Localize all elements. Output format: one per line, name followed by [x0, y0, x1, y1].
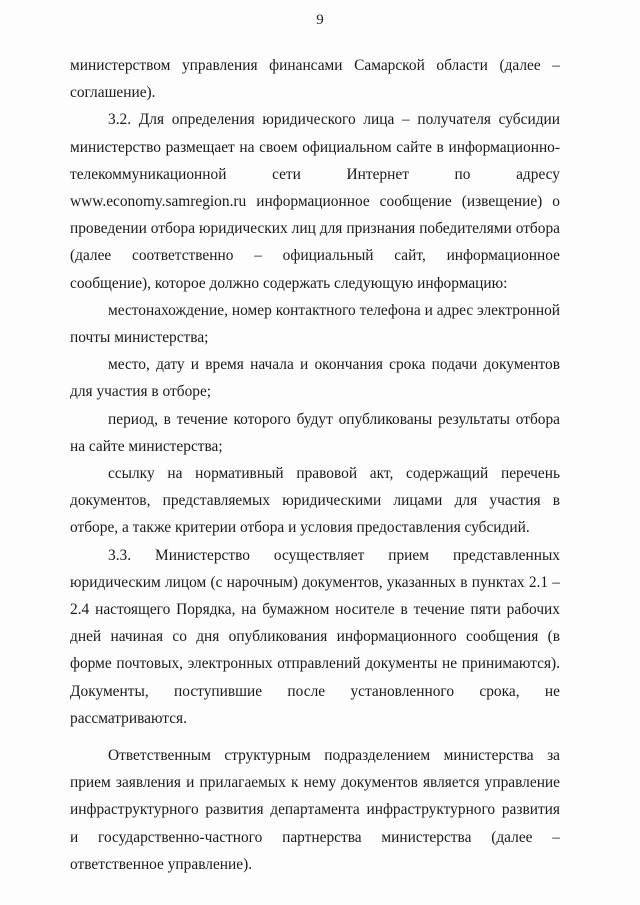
paragraph-3-3: 3.3. Министерство осуществляет прием представленных юридическим лицом (с нарочным) документов, указанных в пунктах 2.1 – 2.4 настоящего Порядка, на бумажном носителе в течение пяти рабочих дней начиная со дня опубликования информационного сообщения (в форме почтовых, электронных отправлений документы не принимаются). Документы, поступившие после установленного срока, не рассматриваются.	[70, 546, 560, 727]
page-number: 9	[316, 12, 324, 28]
list-item-results-period: период, в течение которого будут опубликованы результаты отбора на сайте министерства;	[70, 410, 560, 455]
paragraph-agreement-continuation: министерством управления финансами Самарской области (далее – соглашение).	[70, 57, 560, 102]
list-item-location: местонахождение, номер контактного телефона и адрес электронной почты министерства;	[70, 301, 560, 347]
list-item-legal-act: ссылку на нормативный правовой акт, содержащий перечень документов, представляемых юридическими лицами для участия в отборе, а также критерии отбора и условия предоставления субсидий.	[70, 465, 560, 537]
paragraph-3-2: 3.2. Для определения юридического лица – получателя субсидии министерство размещает на своем официальном сайте в информационно-телекоммуникационной сети Интернет по адресу www.economy.samregion.ru информационное сообщение (извещение) о проведении отбора юридических лиц для признания победителями отбора (далее соответственно – официальный сайт, информационное сообщение), которое должно содержать следующую информацию:	[70, 111, 560, 292]
document-body	[70, 52, 560, 878]
paragraph-responsible-department: Ответственным структурным подразделением министерства за прием заявления и прилагаемых к нему документов является управление инфраструктурного развития департамента инфраструктурного развития и государственно-частного партнерства министерства (далее – ответственное управление).	[70, 747, 560, 873]
list-item-deadline: место, дату и время начала и окончания срока подачи документов для участия в отборе;	[70, 356, 560, 401]
